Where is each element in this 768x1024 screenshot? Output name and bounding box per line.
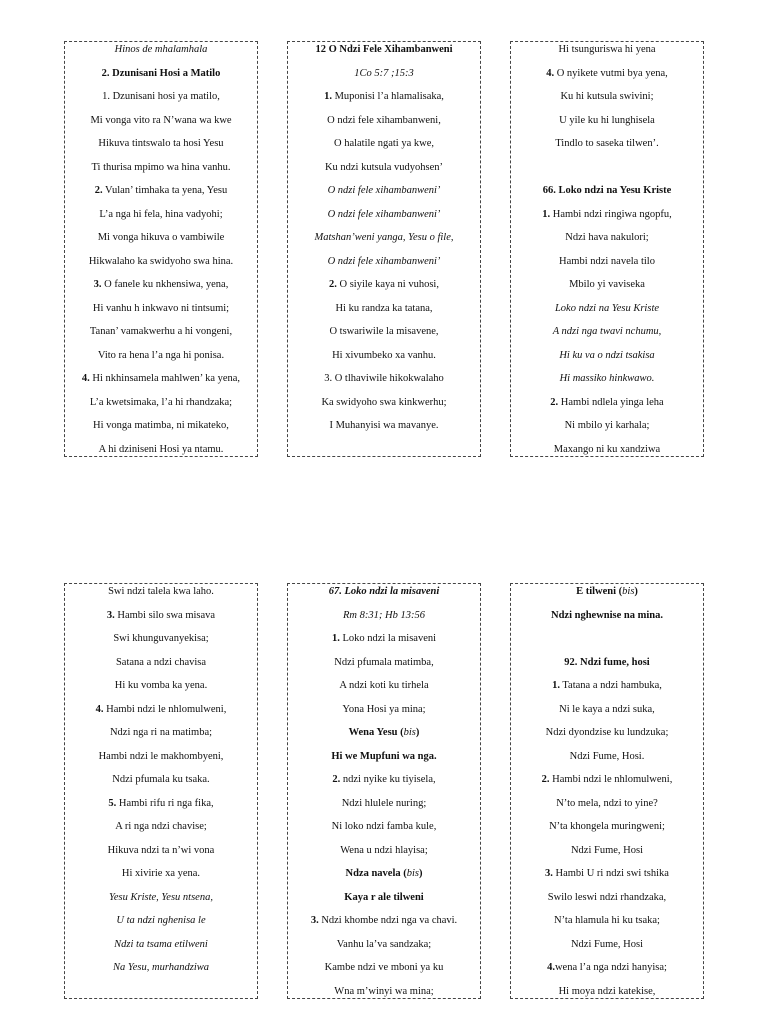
line-text: Maxango ni ku xandziwa [553,443,661,455]
line-text: Tanan’ vamakwerhu a hi vongeni, [89,326,233,337]
line-text: Ni mbilo yi karhala; [564,420,650,431]
hymn-line [288,750,480,774]
verse-number: 3. [93,279,102,290]
line-text: Swilo leswi ndzi rhandzaka, [547,891,667,903]
line-text: Hi xivirie xa yena. [121,868,201,879]
repeat-marker: bis [406,868,419,879]
hymn-line [65,278,257,302]
line-text: O ndzi fele xihambanweni, [327,114,441,126]
line-text: O nyikete vutmi bya yena, [554,67,668,79]
verse-number: 1. [324,91,332,102]
hymn-line [288,726,480,750]
line-text: Hi vanhu h inkwavo ni tintsumi; [92,302,230,314]
hymn-line [65,302,257,326]
line-text: Mi vonga vito ra N’wana wa kwe [90,114,232,126]
hymn-line [511,632,703,656]
line-text: O ndzi fele xihambanweni’ [327,185,441,196]
hymn-line [511,985,703,1009]
hymn-line [511,443,703,467]
hymn-line [511,278,703,302]
hymn-line [511,797,703,821]
hymn-panel-top-center [287,41,481,457]
line-text: U yile ku hi lunghisela [559,114,655,126]
line-text: Muponisi l’a hlamalisaka, [331,91,444,102]
hymn-line [511,820,703,844]
line-text: Satana a ndzi chavisa [115,656,207,668]
verse-number: 2. [94,185,103,196]
hymn-line [65,773,257,797]
hymn-line [511,302,703,326]
hymn-line [511,891,703,915]
line-text: wena l’a nga ndzi hanyisa; [554,962,667,973]
hymn-line [288,231,480,255]
hymn-line [65,114,257,138]
line-text: Hambi U ri ndzi swi tshika [552,868,669,879]
line-text: O tswariwile la misavene, [329,326,439,337]
hymn-line [511,255,703,279]
hymn-line [288,656,480,680]
hymn-line [65,679,257,703]
line-text: Ndzi ta tsama etilweni [114,938,208,950]
hymn-line [65,349,257,373]
hymn-line [65,184,257,208]
hymn-line [511,396,703,420]
line-text: 12 O Ndzi Fele Xihambanweni [315,44,453,55]
line-text: Swi ndzi talela kwa laho. [108,586,214,597]
hymn-line [65,750,257,774]
line-text: Hi moya ndzi katekise, [558,985,656,997]
hymn-line [288,184,480,208]
line-text: E tilweni ( [576,586,623,597]
hymn-line [288,914,480,938]
line-text: Hambi silo swa misava [114,609,216,621]
hymn-line [288,90,480,114]
line-text: Ndzi Fume, Hosi [570,938,644,950]
line-text: Ti thurisa mpimo wa hina vanhu. [91,161,231,173]
line-text: Ndzi Fume, Hosi. [569,750,645,762]
verse-number: 1. [542,208,551,220]
hymn-line [65,797,257,821]
hymn-line [511,867,703,891]
hymn-line [511,184,703,208]
repeat-marker: bis [403,727,416,738]
line-text: Ndzi Fume, Hosi [570,844,644,856]
verse-number: 2. [332,774,341,785]
hymn-line [65,325,257,349]
hymn-line [511,419,703,443]
verse-number: 5. [108,797,117,809]
line-text: Wna m’winyi wa mina; [334,985,434,997]
line-text: Hi vonga matimba, ni mikateko, [93,420,229,431]
hymn-line [511,609,703,633]
line-text: Ka swidyoho swa kinkwerhu; [321,396,447,408]
line-text: N’ta hlamula hi ku tsaka; [554,915,660,926]
line-text: Ni le kaya a ndzi suka, [559,703,655,715]
line-text: A ndzi nga twavi nchumu, [552,326,662,337]
verse-number: 1. [331,633,340,644]
hymn-line [511,372,703,396]
line-text: Ndzi hava nakulori; [565,232,649,243]
line-text: Loko ndzi la misaveni [339,633,437,644]
hymn-line [288,396,480,420]
hymn-line [511,961,703,985]
line-text: U ta ndzi nghenisa le [116,915,206,926]
hymn-line [65,255,257,279]
line-text: A ri nga ndzi chavise; [115,821,207,832]
hymn-line [65,208,257,232]
verse-number: 3. [106,609,115,621]
line-text: ndzi nyike ku tiyisela, [340,774,436,785]
line-text: Hambi ndzi navela tilo [559,255,655,267]
hymn-line [511,703,703,727]
line-text: Wena Yesu ( [348,727,404,738]
verse-number: 2. [550,396,559,408]
hymn-line [511,773,703,797]
hymn-line [288,302,480,326]
hymn-line [288,609,480,633]
hymn-line [288,419,480,443]
line-text: Loko ndzi na Yesu Kriste [554,302,660,314]
hymn-line [511,231,703,255]
verse-number: 4. [547,962,555,973]
hymn-line [288,797,480,821]
hymn-line [511,325,703,349]
hymn-line [511,161,703,185]
line-text: N’ta khongela muringweni; [549,821,665,832]
hymn-line [288,137,480,161]
hymn-line [511,137,703,161]
hymn-line [65,609,257,633]
line-text: Hambi ndzi le nhlomulweni, [103,703,227,715]
line-text: Yesu Kriste, Yesu ntsena, [109,891,213,903]
hymn-panel-bottom-left [64,583,258,999]
hymn-panel-top-right [510,41,704,457]
hymn-line [65,67,257,91]
verse-number: 3. [545,868,553,879]
line-text: I Muhanyisi wa mavanye. [329,420,439,431]
hymn-line [65,632,257,656]
hymn-line [65,938,257,962]
hymn-line [288,679,480,703]
hymn-panel-bottom-right [510,583,704,999]
line-text: Vanhu la’va sandzaka; [336,938,432,950]
line-text: Hi ku va o ndzi tsakisa [559,349,655,361]
line-text: A hi dziniseni Hosi ya ntamu. [98,443,224,455]
line-text: Ndzi pfumala matimba, [334,656,434,668]
line-text: Hi ku randza ka tatana, [335,302,433,314]
line-text: O siyile kaya ni vuhosi, [336,279,439,290]
line-text: Yona Hosi ya mina; [342,703,426,715]
hymn-line [511,43,703,67]
hymn-line [65,726,257,750]
line-text: Ku hi kutsula swivini; [560,91,654,102]
line-text: O ndzi fele xihambanweni’ [327,208,441,220]
hymn-line [65,396,257,420]
verse-number: 4. [95,703,104,715]
line-text: A ndzi koti ku tirhela [339,680,429,691]
line-text: Ku ndzi kutsula vudyohsen’ [324,161,444,173]
verse-number: 4. [81,373,90,384]
hymn-line [288,349,480,373]
line-text: Hi massiko hinkwawo. [559,373,655,384]
hymn-line [288,985,480,1009]
line-text: Rm 8:31; Hb 13:56 [343,609,425,621]
line-text: Hambi ndzi le makhombyeni, [98,750,224,762]
line-text: O ndzi fele xihambanweni’ [327,255,441,267]
line-text: O fanele ku nkhensiwa, yena, [101,279,229,290]
hymn-line [288,632,480,656]
line-text: Tindlo to saseka tilwen’. [555,138,659,149]
line-text: Ndzi nga ri na matimba; [109,727,213,738]
line-text: Na Yesu, murhandziwa [113,962,209,973]
line-text: Swi khunguvanyekisa; [113,633,209,644]
hymn-line [65,137,257,161]
hymn-line [288,867,480,891]
line-text: Hi xivumbeko xa vanhu. [332,349,436,361]
hymn-line [511,208,703,232]
hymn-line [65,419,257,443]
line-text: Kambe ndzi ve mboni ya ku [324,962,444,973]
line-text: L’a kwetsimaka, l’a hi rhandzaka; [89,396,233,408]
hymn-line [511,90,703,114]
hymn-line [511,844,703,868]
hymn-line [288,891,480,915]
line-text: 3. O tlhaviwile hikokwalaho [324,373,444,384]
line-text: Hi ku vomba ka yena. [114,680,208,691]
hymn-line [288,372,480,396]
hymn-line [511,114,703,138]
hymn-line [65,703,257,727]
line-text: Ndzi hlulele nuring; [341,797,427,809]
line-text: Ni loko ndzi famba kule, [331,821,437,832]
verse-number: 3. [310,915,319,926]
verse-number: 2. [541,774,550,785]
hymn-line [288,325,480,349]
hymn-line [288,208,480,232]
line-text: Hi nkhinsamela mahlwen’ ka yena, [89,373,241,384]
hymn-line [511,656,703,680]
hymn-line [65,372,257,396]
line-text: Hambi rifu ri nga fika, [116,797,214,809]
line-text: L’a nga hi fela, hina vadyohi; [99,208,223,220]
line-text: 67. Loko ndzi la misaveni [328,586,440,597]
line-text: Vulan’ timhaka ta yena, Yesu [102,185,228,196]
line-text: Hi we Mupfuni wa nga. [331,750,437,762]
line-text: Hikuva ndzi ta n’wi vona [107,844,215,856]
line-text: Vito ra hena l’a nga hi ponisa. [97,349,225,361]
line-text-suffix: ) [419,868,423,879]
hymn-line [288,820,480,844]
hymn-line [288,67,480,91]
hymn-line [288,961,480,985]
line-text: Hambi ndzi le nhlomulweni, [549,774,673,785]
line-text: 1. Dzunisani hosi ya matilo, [102,91,220,102]
line-text: Ndzi nghewnise na mina. [550,609,664,621]
hymn-line [288,773,480,797]
hymn-line [511,726,703,750]
line-text: Ndzi dyondzise ku lundzuka; [545,727,669,738]
hymn-panel-bottom-center [287,583,481,999]
hymn-line [65,844,257,868]
hymn-line [288,844,480,868]
line-text: Hi tsunguriswa hi yena [558,44,656,55]
hymn-line [511,938,703,962]
hymn-line [288,43,480,67]
hymn-line [511,67,703,91]
line-text: Wena u ndzi hlayisa; [340,844,428,856]
repeat-marker: bis [622,586,635,597]
verse-number: 2. [329,279,337,290]
hymn-line [288,255,480,279]
hymn-line [288,703,480,727]
hymn-line [511,750,703,774]
verse-number: 4. [546,67,555,79]
hymn-line [65,820,257,844]
hymn-line [65,161,257,185]
hymn-line [65,961,257,985]
hymn-line [65,656,257,680]
hymn-line [511,679,703,703]
line-text: O halatile ngati ya kwe, [333,138,434,149]
hymn-line [65,43,257,67]
line-text: Hikwalaho ka swidyoho swa hina. [88,255,234,267]
line-text: Hinos de mhalamhala [114,44,208,55]
line-text: Mbilo yi vaviseka [569,279,645,290]
hymn-line [288,938,480,962]
line-text: Hambi ndlela yinga leha [558,396,664,408]
line-text: Mi vonga hikuva o vambiwile [97,232,225,243]
hymn-line [65,231,257,255]
line-text: Tatana a ndzi hambuka, [559,680,662,691]
hymn-line [288,114,480,138]
hymn-line [511,349,703,373]
line-text: Ndzi khombe ndzi nga va chavi. [318,915,458,926]
hymn-line [65,914,257,938]
line-text: 92. Ndzi fume, hosi [564,656,650,668]
line-text-suffix: ) [415,727,420,738]
hymn-line [65,90,257,114]
hymn-line [288,585,480,609]
line-text-suffix: ) [634,586,638,597]
line-text: 66. Loko ndzi na Yesu Kriste [542,185,672,196]
line-text: Ndza navela ( [345,868,407,879]
line-text: Hikuva tintswalo ta hosi Yesu [98,138,224,149]
line-text: 1Co 5:7 ;15:3 [354,67,414,79]
line-text: Matshan’weni yanga, Yesu o file, [314,232,454,243]
hymn-line [65,585,257,609]
hymn-line [288,161,480,185]
line-text: 2. Dzunisani Hosi a Matilo [101,67,221,79]
hymn-line [65,443,257,467]
hymn-line [288,278,480,302]
hymn-panel-top-left [64,41,258,457]
verse-number: 1. [552,680,560,691]
line-text: Ndzi pfumala ku tsaka. [112,774,210,785]
line-text: Hambi ndzi ringiwa ngopfu, [550,208,672,220]
line-text: Kaya r ale tilweni [344,891,424,903]
line-text: N’to mela, ndzi to yine? [556,797,658,809]
hymn-line [65,867,257,891]
hymn-line [65,891,257,915]
hymn-line [511,585,703,609]
hymn-line [511,914,703,938]
